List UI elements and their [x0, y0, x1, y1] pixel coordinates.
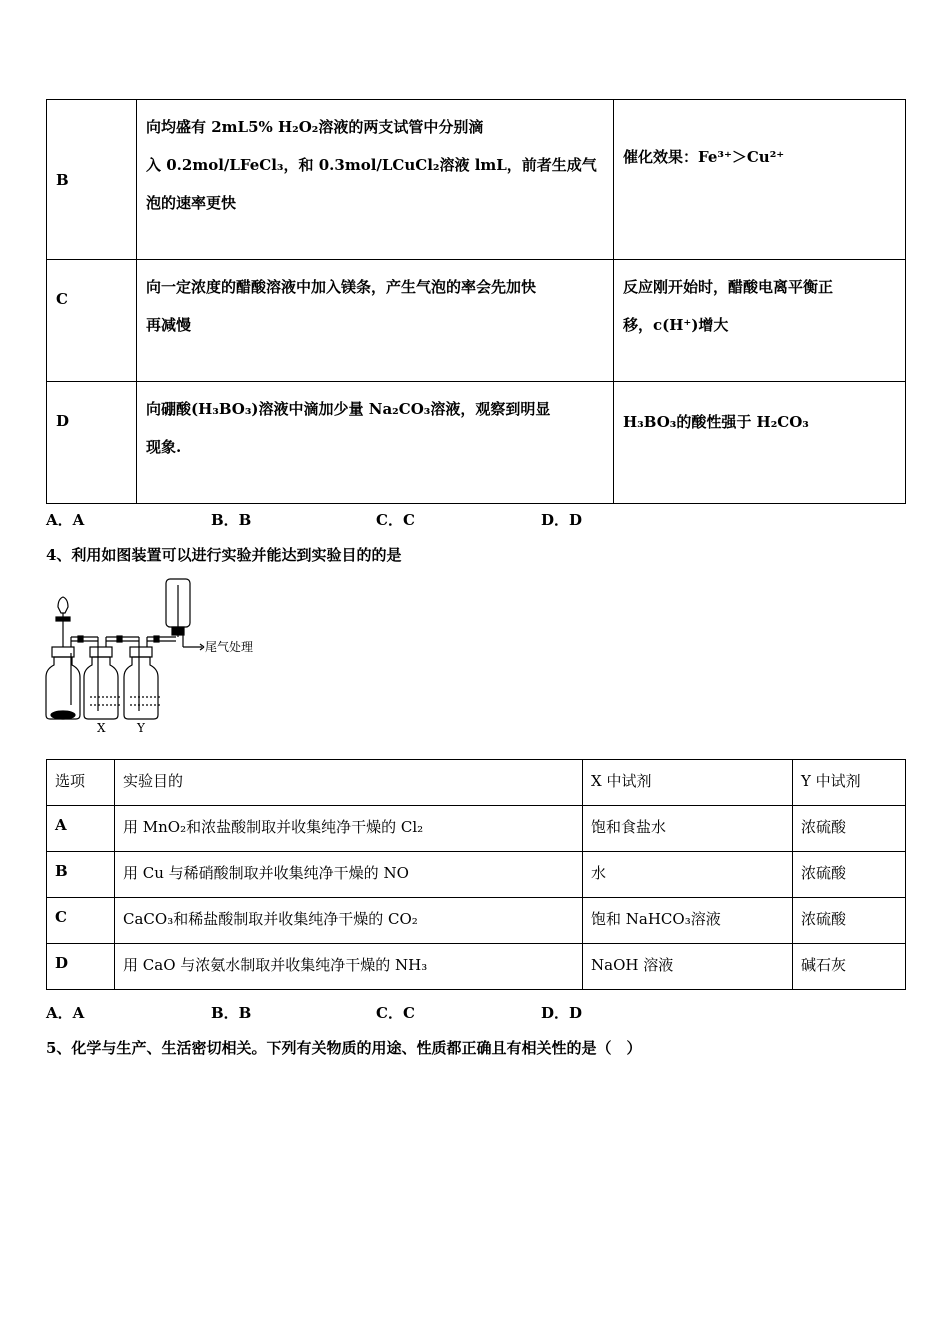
experiment-line: 再减慢 [146, 316, 192, 334]
funnel-shape [58, 597, 68, 613]
conclusion-cell [614, 382, 906, 504]
cell-y: 浓硫酸 [793, 806, 906, 852]
experiment-line: 入 0.2mol/LFeCl₃，和 0.3mol/LCuCl₂溶液 lmL，前者生成气 [146, 156, 597, 174]
cell-y: 浓硫酸 [793, 852, 906, 898]
table-row [47, 260, 906, 382]
row-label: D [47, 382, 137, 504]
cell-option: C [47, 898, 115, 944]
conclusion-cell [614, 100, 906, 260]
experiment-cell [137, 382, 614, 504]
experiment-cell [137, 260, 614, 382]
experiment-cell [137, 100, 614, 260]
cell-x: 饱和 NaHCO₃溶液 [583, 898, 793, 944]
conclusion-line: H₃BO₃的酸性强于 H₂CO₃ [623, 412, 809, 431]
table-row [47, 944, 906, 990]
answer-table-2 [46, 759, 906, 990]
answer-options-1 [46, 509, 706, 530]
option-b: B．B [211, 511, 252, 529]
header-y-reagent: Y 中试剂 [793, 760, 906, 806]
option-d: D．D [541, 511, 583, 529]
answer-options-2 [46, 1002, 706, 1023]
conclusion-line: 移，c(H⁺)增大 [623, 316, 729, 334]
question-5: 5、化学与生产、生活密切相关。下列有关物质的用途、性质都正确且有相关性的是（ ） [46, 1039, 642, 1057]
label-x: X [97, 721, 106, 735]
option-a: A．A [46, 511, 85, 529]
header-purpose: 实验目的 [115, 760, 583, 806]
experiment-line: 向硼酸(H₃BO₃)溶液中滴加少量 Na₂CO₃溶液，观察到明显 [146, 400, 551, 418]
cell-option: B [47, 852, 115, 898]
option-a: A．A [46, 1004, 85, 1022]
table-row [47, 382, 906, 504]
cell-purpose: 用 CaO 与浓氨水制取并收集纯净干燥的 NH₃ [115, 944, 583, 990]
experiment-line: 泡的速率更快 [146, 194, 237, 212]
header-x-reagent: X 中试剂 [583, 760, 793, 806]
cell-x: NaOH 溶液 [583, 944, 793, 990]
label-y: Y [137, 721, 145, 735]
option-b: B．B [211, 1004, 252, 1022]
table-row [47, 852, 906, 898]
table-row [47, 806, 906, 852]
experiment-line: 向均盛有 2mL5% H₂O₂溶液的两支试管中分别滴 [146, 118, 484, 136]
table-header-row [47, 760, 906, 806]
cell-x: 水 [583, 852, 793, 898]
option-c: C．C [376, 1004, 415, 1022]
option-c: C．C [376, 511, 415, 529]
cell-purpose: 用 MnO₂和浓盐酸制取并收集纯净干燥的 Cl₂ [115, 806, 583, 852]
row-label: C [47, 260, 137, 382]
cell-purpose: 用 Cu 与稀硝酸制取并收集纯净干燥的 NO [115, 852, 583, 898]
header-option: 选项 [47, 760, 115, 806]
conclusion-line: 反应刚开始时，醋酸电离平衡正 [623, 278, 834, 296]
conclusion-line: 催化效果：Fe³⁺＞Cu²⁺ [623, 147, 785, 166]
question-4: 4、利用如图装置可以进行实验并能达到实验目的的是 [46, 546, 402, 564]
apparatus-diagram [44, 575, 264, 740]
experiment-line: 现象. [146, 438, 182, 456]
table-row [47, 898, 906, 944]
cell-y: 浓硫酸 [793, 898, 906, 944]
tail-gas-label: 尾气处理 [205, 640, 254, 654]
row-label: B [47, 100, 137, 260]
cell-x: 饱和食盐水 [583, 806, 793, 852]
option-d: D．D [541, 1004, 583, 1022]
experiment-line: 向一定浓度的醋酸溶液中加入镁条，产生气泡的率会先加快 [146, 278, 537, 296]
cell-y: 碱石灰 [793, 944, 906, 990]
cell-option: A [47, 806, 115, 852]
answer-table-1 [46, 99, 906, 504]
table-row [47, 100, 906, 260]
cell-purpose: CaCO₃和稀盐酸制取并收集纯净干燥的 CO₂ [115, 898, 583, 944]
cell-option: D [47, 944, 115, 990]
conclusion-cell [614, 260, 906, 382]
